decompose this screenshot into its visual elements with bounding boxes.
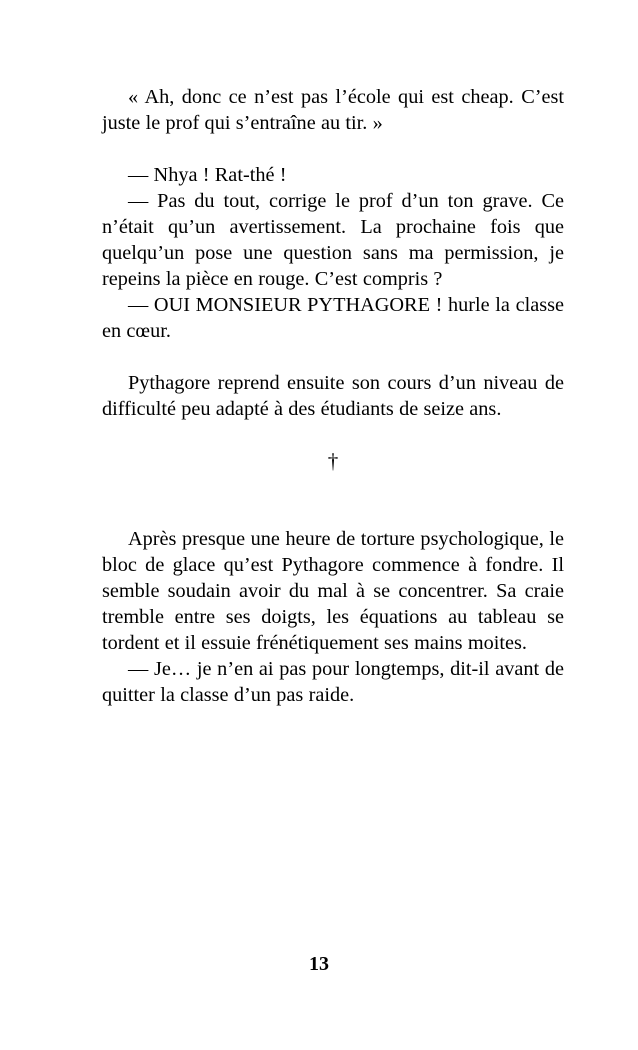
dialogue-line-nhya: — Nhya ! Rat-thé ! bbox=[128, 164, 287, 186]
page-text-block bbox=[102, 84, 564, 708]
paragraph-pythagore-reprend: Pythagore reprend ensuite son cours d’un niveau de difficulté peu adapté à des étudiants de seize ans. bbox=[102, 372, 564, 420]
paragraph-apres-presque-une-heure: Après presque une heure de torture psychologique, le bloc de glace qu’est Pythagore commence à fondre. Il semble soudain avoir du mal à se concentrer. Sa craie tremble entre ses doigts, les équations au tableau se tordent et il essuie frénétiquement ses mains moites. bbox=[102, 528, 564, 654]
scene-divider-wrap bbox=[102, 448, 564, 474]
dialogue-line-je-nen-ai-pas: — Je… je n’en ai pas pour longtemps, dit-il avant de quitter la classe d’un pas raide. bbox=[102, 658, 564, 706]
paragraph-group-quote bbox=[102, 84, 564, 136]
page-number: 13 bbox=[309, 953, 329, 975]
paragraph-group-narration-torture bbox=[102, 526, 564, 708]
paragraph-group-narration-cours bbox=[102, 370, 564, 422]
paragraph-group-dialogue-exchange bbox=[102, 162, 564, 344]
paragraph-quote-cheap-school: « Ah, donc ce n’est pas l’école qui est cheap. C’est juste le prof qui s’entraîne au tir. » bbox=[102, 86, 564, 134]
dialogue-line-oui-monsieur-pythagore: — OUI MONSIEUR PYTHAGORE ! hurle la classe en cœur. bbox=[102, 294, 564, 342]
dagger-icon: † bbox=[327, 449, 339, 473]
dialogue-line-pas-du-tout: — Pas du tout, corrige le prof d’un ton grave. Ce n’était qu’un avertissement. La prochaine fois que quelqu’un pose une question sans ma permission, je repeins la pièce en rouge. C’est compris ? bbox=[102, 190, 564, 290]
